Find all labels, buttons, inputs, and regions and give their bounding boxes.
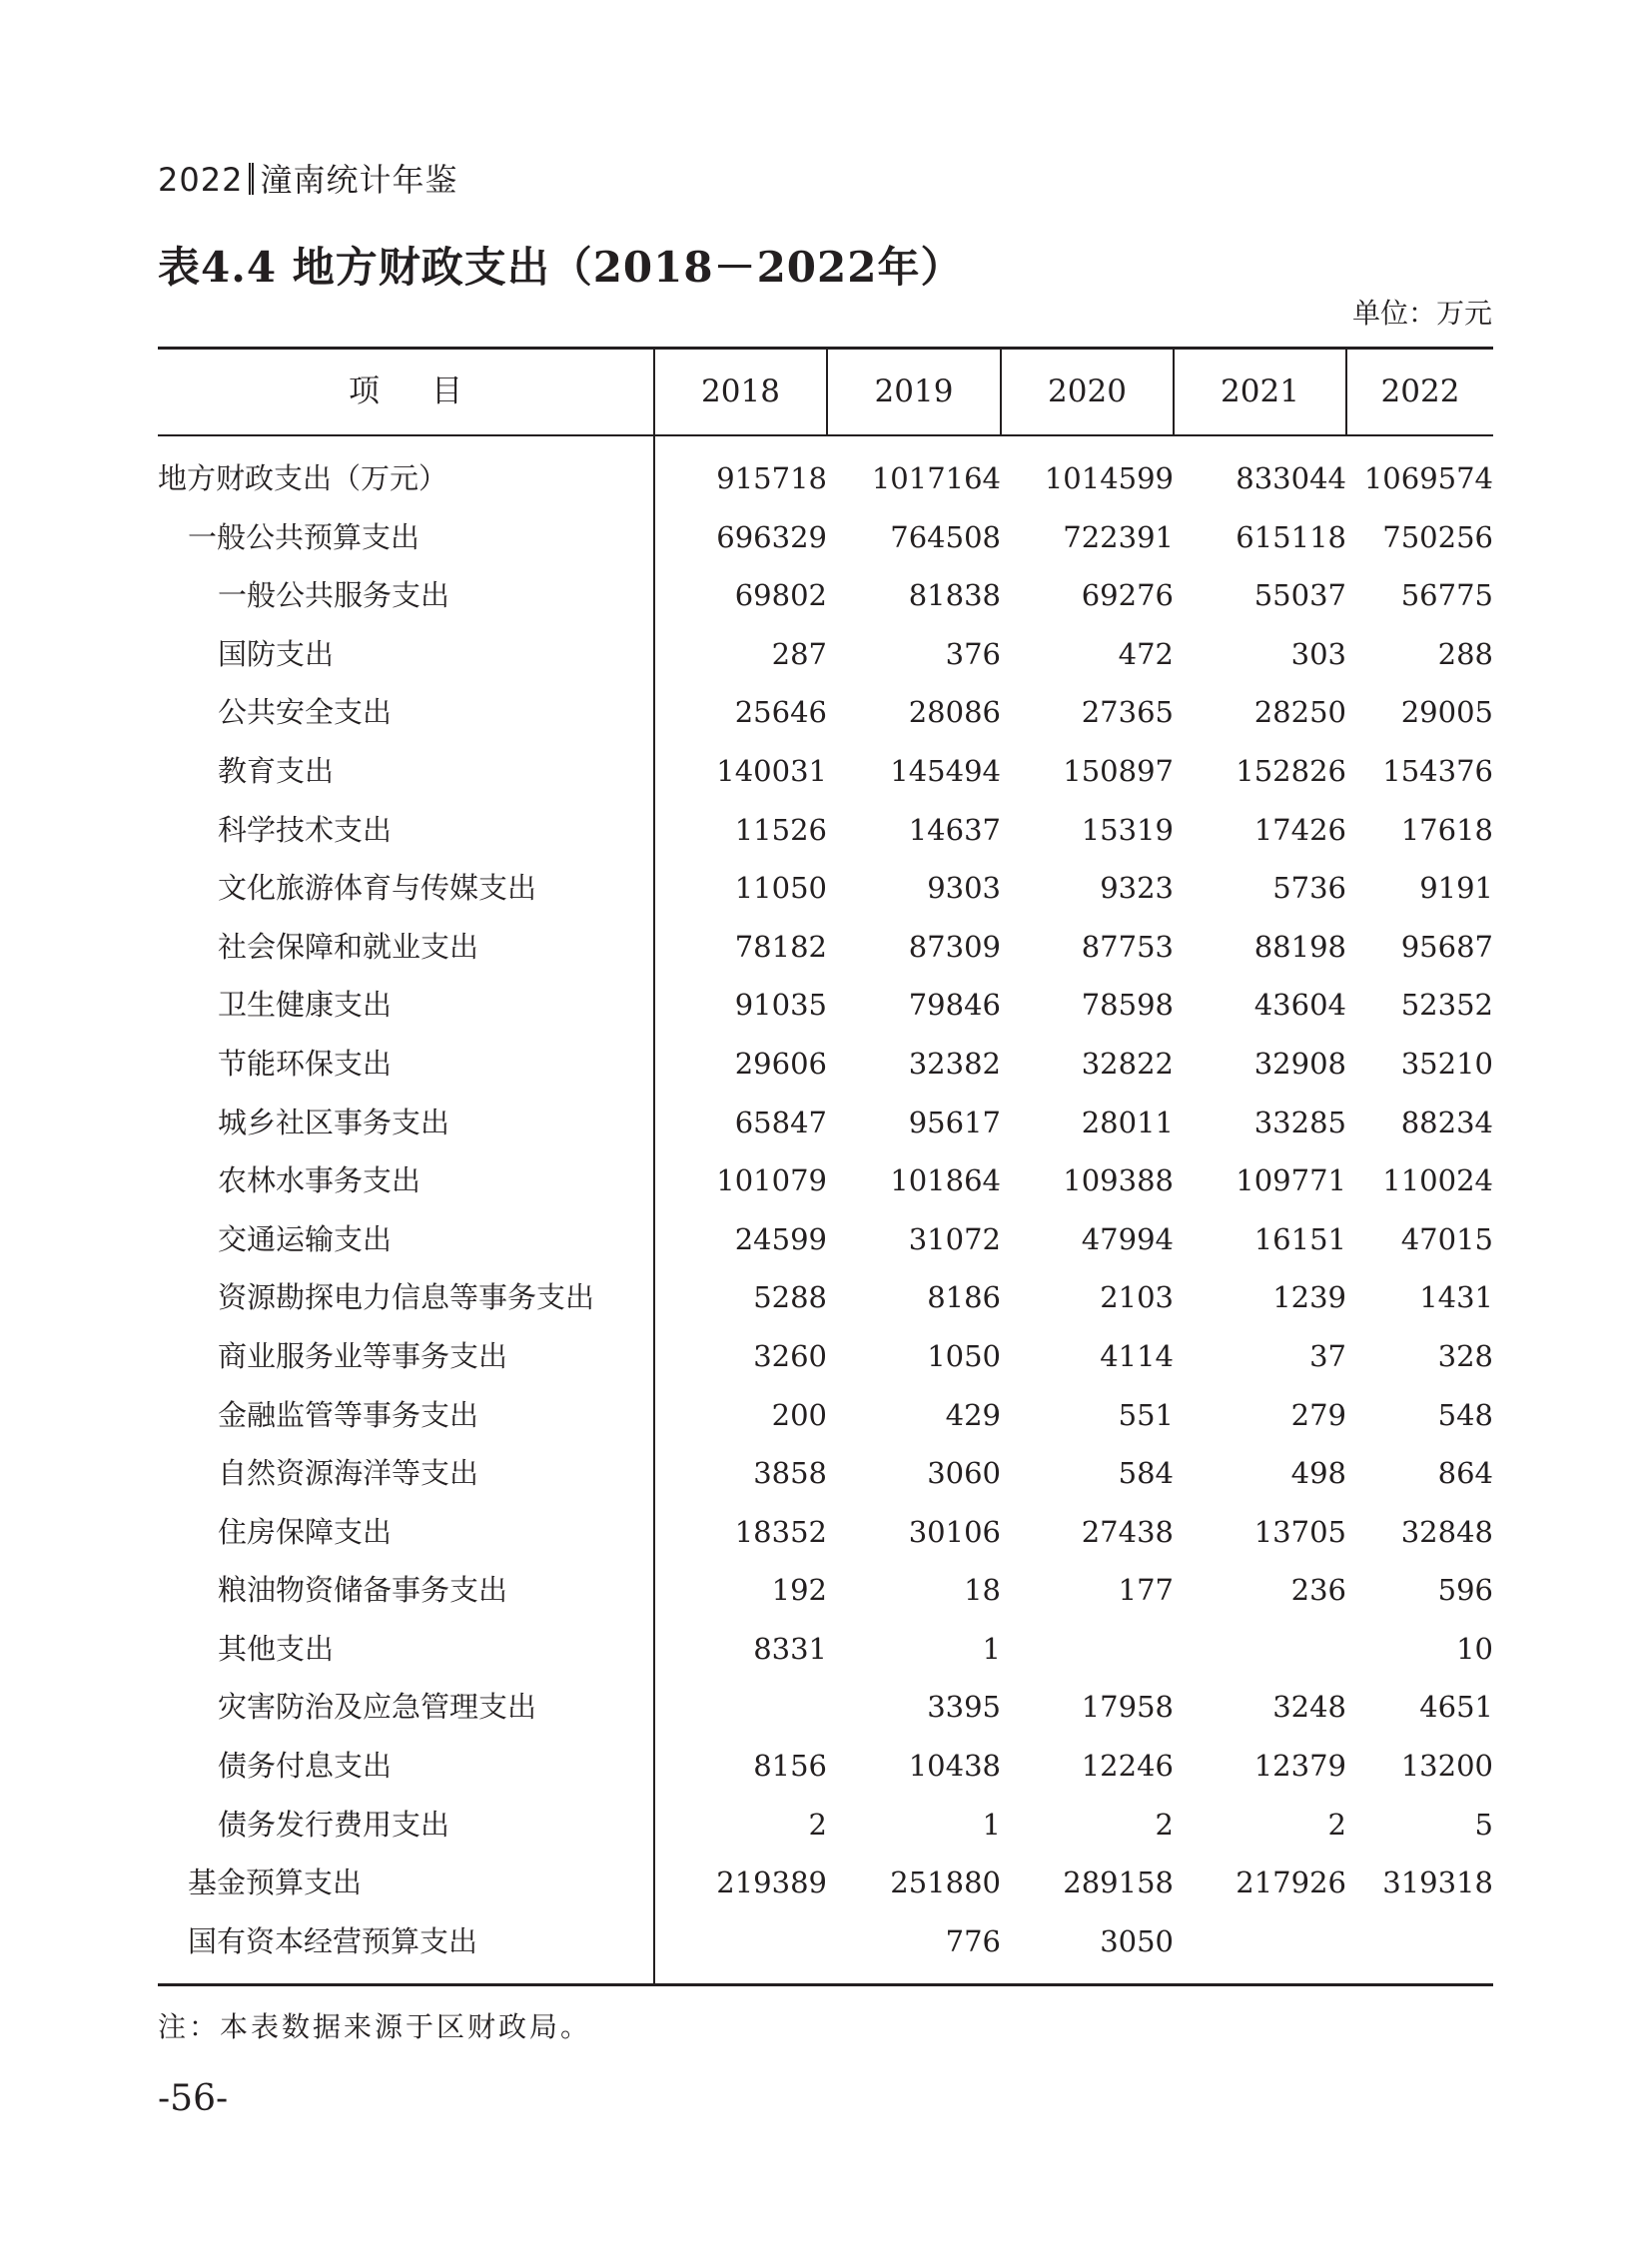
value-cell-2022: 35210 [1400,1046,1493,1081]
value-cell-2018: 200 [771,1397,827,1432]
value-cell-2021: 43604 [1253,988,1346,1023]
table-row [158,1271,1493,1330]
value-cell-2020: 109388 [1063,1163,1174,1198]
table-row [158,1564,1493,1623]
value-cell-2021: 152826 [1236,753,1346,788]
value-cell-2019: 1 [982,1631,1001,1666]
value-cell-2018: 2 [808,1807,827,1842]
table-body [158,452,1493,1973]
value-cell-2019: 101864 [890,1163,1001,1198]
value-cell-2019: 764508 [890,519,1001,554]
value-cell-2021: 109771 [1236,1163,1346,1198]
value-cell-2019: 1 [982,1807,1001,1842]
value-cell-2018: 287 [771,636,827,671]
row-label: 其他支出 [218,1631,335,1666]
table-row [158,862,1493,921]
table-row [158,686,1493,745]
row-label: 资源勘探电力信息等事务支出 [218,1280,595,1315]
table-row [158,1681,1493,1740]
value-cell-2022: 1431 [1419,1280,1493,1315]
row-label: 地方财政支出（万元） [158,461,448,495]
row-label: 国有资本经营预算支出 [188,1923,478,1958]
row-label: 自然资源海洋等支出 [218,1456,479,1491]
value-cell-2021: 615118 [1236,519,1346,554]
value-cell-2022: 47015 [1400,1221,1493,1256]
value-cell-2021: 833044 [1236,461,1346,495]
value-cell-2018: 78182 [734,929,827,964]
value-cell-2020: 722391 [1063,519,1174,554]
value-cell-2022: 750256 [1382,519,1493,554]
value-cell-2022: 110024 [1382,1163,1493,1198]
value-cell-2020: 28011 [1081,1105,1174,1139]
value-cell-2022: 88234 [1400,1105,1493,1139]
table-row [158,921,1493,980]
value-cell-2022: 13200 [1400,1749,1493,1784]
value-cell-2021: 498 [1290,1456,1346,1491]
value-cell-2020: 27438 [1081,1514,1174,1549]
row-label: 基金预算支出 [188,1866,363,1900]
value-cell-2022: 288 [1437,636,1493,671]
value-cell-2022: 52352 [1400,988,1493,1023]
value-cell-2022: 29005 [1400,695,1493,730]
header-book-title: 潼南统计年鉴 [260,161,458,199]
value-cell-2019: 95617 [908,1105,1001,1139]
table-bottom-rule [158,1983,1493,1986]
value-cell-2022: 10 [1456,1631,1493,1666]
value-cell-2019: 145494 [890,753,1001,788]
table-row [158,1154,1493,1213]
value-cell-2022: 1069574 [1363,461,1493,495]
table-row [158,745,1493,804]
value-cell-2020: 9323 [1100,871,1174,906]
value-cell-2020: 2 [1155,1807,1174,1842]
value-cell-2021: 236 [1290,1573,1346,1608]
value-cell-2021: 217926 [1236,1866,1346,1900]
row-label: 国防支出 [218,636,335,671]
value-cell-2019: 14637 [908,812,1001,847]
value-cell-2020: 12246 [1081,1749,1174,1784]
table-row [158,511,1493,570]
value-cell-2022: 548 [1437,1397,1493,1432]
value-cell-2021: 13705 [1253,1514,1346,1549]
value-cell-2019: 28086 [908,695,1001,730]
value-cell-2018: 8156 [753,1749,827,1784]
value-cell-2021: 88198 [1253,929,1346,964]
value-cell-2018: 3260 [753,1338,827,1373]
value-cell-2020: 3050 [1100,1923,1174,1958]
table-row [158,979,1493,1038]
value-cell-2019: 31072 [908,1221,1001,1256]
header-separator [249,163,254,195]
value-cell-2018: 11050 [734,871,827,906]
value-cell-2022: 5 [1474,1807,1493,1842]
row-label: 农林水事务支出 [218,1163,421,1198]
row-label: 债务发行费用支出 [218,1807,450,1842]
value-cell-2021: 37 [1309,1338,1346,1373]
value-cell-2019: 9303 [927,871,1001,906]
value-cell-2022: 154376 [1382,753,1493,788]
value-cell-2018: 65847 [734,1105,827,1139]
row-label: 金融监管等事务支出 [218,1397,479,1432]
value-cell-2021: 28250 [1253,695,1346,730]
table-row [158,1915,1493,1974]
value-cell-2022: 32848 [1400,1514,1493,1549]
value-cell-2021: 1239 [1272,1280,1346,1315]
year-header-2020: 2020 [1048,374,1127,409]
row-label: 公共安全支出 [218,695,393,730]
year-header-2021: 2021 [1221,374,1299,409]
year-header-2022: 2022 [1380,374,1460,409]
value-cell-2021: 3248 [1272,1690,1346,1725]
table-row [158,1389,1493,1448]
value-cell-2020: 4114 [1100,1338,1174,1373]
row-label: 债务付息支出 [218,1749,393,1784]
table-row [158,1097,1493,1155]
value-cell-2018: 219389 [716,1866,827,1900]
value-cell-2018: 24599 [734,1221,827,1256]
value-cell-2018: 8331 [753,1631,827,1666]
value-cell-2020: 289158 [1063,1866,1174,1900]
value-cell-2022: 864 [1437,1456,1493,1491]
value-cell-2022: 328 [1437,1338,1493,1373]
value-cell-2020: 551 [1118,1397,1174,1432]
table-row [158,1623,1493,1682]
value-cell-2019: 87309 [908,929,1001,964]
value-cell-2018: 91035 [734,988,827,1023]
row-label: 粮油物资储备事务支出 [218,1573,508,1608]
value-cell-2019: 776 [945,1923,1001,1958]
table-row [158,569,1493,628]
value-cell-2022: 319318 [1382,1866,1493,1900]
value-cell-2022: 596 [1437,1573,1493,1608]
value-cell-2019: 429 [945,1397,1001,1432]
value-cell-2018: 101079 [716,1163,827,1198]
value-cell-2021: 55037 [1253,578,1346,613]
table-row [158,1740,1493,1799]
value-cell-2020: 472 [1118,636,1174,671]
value-cell-2019: 376 [945,636,1001,671]
value-cell-2021: 12379 [1253,1749,1346,1784]
value-cell-2019: 3395 [927,1690,1001,1725]
value-cell-2020: 177 [1118,1573,1174,1608]
year-header-2019: 2019 [874,374,954,409]
value-cell-2020: 32822 [1081,1046,1174,1081]
row-label: 灾害防治及应急管理支出 [218,1690,537,1725]
value-cell-2018: 696329 [716,519,827,554]
value-cell-2020: 78598 [1081,988,1174,1023]
value-cell-2019: 79846 [908,988,1001,1023]
running-header [158,160,457,200]
row-label: 卫生健康支出 [218,988,393,1023]
value-cell-2019: 32382 [908,1046,1001,1081]
row-label: 一般公共预算支出 [188,519,420,554]
value-cell-2019: 10438 [908,1749,1001,1784]
table-row [158,452,1493,511]
value-cell-2018: 915718 [716,461,827,495]
row-label: 住房保障支出 [218,1514,393,1549]
table-row [158,804,1493,863]
value-cell-2018: 3858 [753,1456,827,1491]
value-cell-2019: 18 [964,1573,1001,1608]
value-cell-2020: 27365 [1081,695,1174,730]
value-cell-2020: 2103 [1100,1280,1174,1315]
table-row [158,1799,1493,1858]
value-cell-2018: 11526 [734,812,827,847]
row-label: 节能环保支出 [218,1046,393,1081]
value-cell-2019: 251880 [890,1866,1001,1900]
table-row [158,1330,1493,1389]
table-row [158,1506,1493,1565]
stub-header: 项目 [349,374,514,409]
row-label: 教育支出 [218,753,335,788]
value-cell-2021: 16151 [1253,1221,1346,1256]
value-cell-2022: 9191 [1419,871,1493,906]
value-cell-2021: 5736 [1272,871,1346,906]
value-cell-2021: 17426 [1253,812,1346,847]
value-cell-2018: 5288 [753,1280,827,1315]
table-row [158,628,1493,687]
table-row [158,1857,1493,1915]
value-cell-2018: 140031 [716,753,827,788]
year-header-2018: 2018 [701,374,780,409]
row-label: 交通运输支出 [218,1221,393,1256]
value-cell-2022: 17618 [1400,812,1493,847]
value-cell-2021: 32908 [1253,1046,1346,1081]
header-year: 2022 [158,161,244,199]
value-cell-2018: 25646 [734,695,827,730]
value-cell-2022: 95687 [1400,929,1493,964]
row-label: 文化旅游体育与传媒支出 [218,871,537,906]
value-cell-2018: 69802 [734,578,827,613]
value-cell-2019: 8186 [927,1280,1001,1315]
table-row [158,1447,1493,1506]
unit-label: 单位：万元 [1351,297,1492,330]
value-cell-2019: 1017164 [871,461,1001,495]
value-cell-2020: 150897 [1063,753,1174,788]
value-cell-2018: 18352 [734,1514,827,1549]
value-cell-2019: 30106 [908,1514,1001,1549]
value-cell-2020: 584 [1118,1456,1174,1491]
row-label: 商业服务业等事务支出 [218,1338,508,1373]
value-cell-2021: 303 [1290,636,1346,671]
table-row [158,1038,1493,1097]
value-cell-2018: 192 [771,1573,827,1608]
value-cell-2022: 4651 [1419,1690,1493,1725]
value-cell-2019: 3060 [927,1456,1001,1491]
row-label: 城乡社区事务支出 [218,1105,450,1139]
value-cell-2021: 2 [1327,1807,1346,1842]
row-label: 社会保障和就业支出 [218,929,479,964]
value-cell-2020: 17958 [1081,1690,1174,1725]
table-title: 表4.4 地方财政支出（2018－2022年） [158,243,964,292]
value-cell-2020: 47994 [1081,1221,1174,1256]
value-cell-2021: 279 [1290,1397,1346,1432]
value-cell-2020: 87753 [1081,929,1174,964]
value-cell-2021: 33285 [1253,1105,1346,1139]
value-cell-2020: 1014599 [1044,461,1174,495]
value-cell-2019: 81838 [908,578,1001,613]
value-cell-2022: 56775 [1400,578,1493,613]
value-cell-2020: 15319 [1081,812,1174,847]
table-row [158,1213,1493,1272]
row-label: 一般公共服务支出 [218,578,450,613]
row-label: 科学技术支出 [218,812,393,847]
value-cell-2020: 69276 [1081,578,1174,613]
table-note: 注：本表数据来源于区财政局。 [158,2010,592,2043]
value-cell-2018: 29606 [734,1046,827,1081]
page-number: -56- [158,2078,229,2119]
value-cell-2019: 1050 [927,1338,1001,1373]
